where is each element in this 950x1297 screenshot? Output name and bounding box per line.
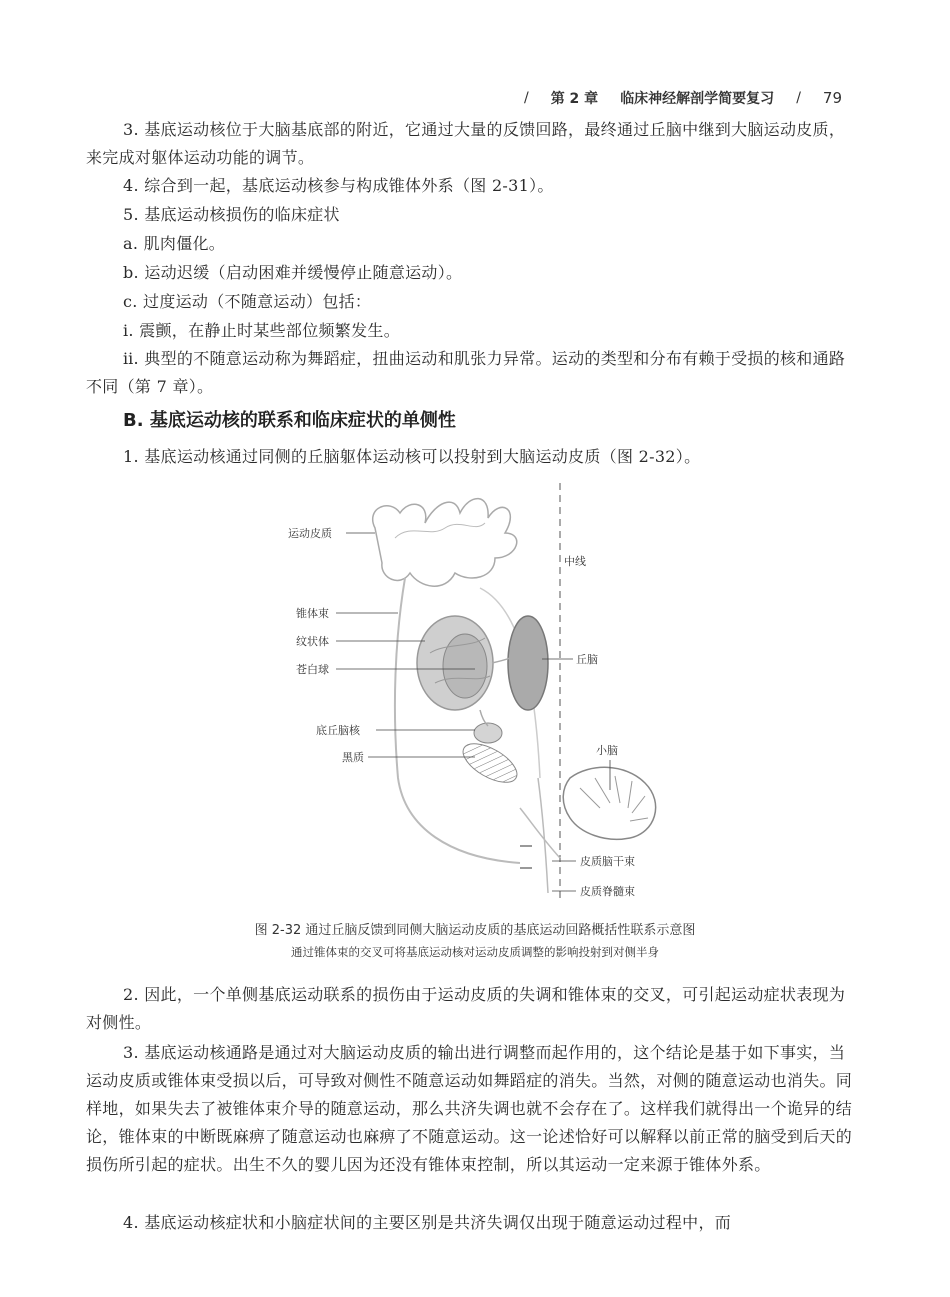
figure-caption: 图 2-32 通过丘脑反馈到同侧大脑运动皮质的基底运动回路概括性联系示意图 [254,923,696,938]
basal-ganglia-diagram [270,478,690,908]
label-substantia-nigra: 黑质 [342,751,364,764]
chapter-title: 临床神经解剖学简要复习 [620,91,775,107]
thalamus-shape [508,616,548,710]
label-striatum: 纹状体 [296,635,329,648]
section-paragraph-1: 1. 基底运动核通过同侧的丘脑躯体运动核可以投射到大脑运动皮质（图 2-32）。 [123,447,701,466]
motor-cortex-shape [373,499,517,587]
label-motor-cortex: 运动皮质 [288,527,332,540]
label-globus-pallidus: 苍白球 [296,663,329,676]
paragraph-after-2: 2. 因此，一个单侧基底运动联系的损伤由于运动皮质的失调和锥体束的交叉，可引起运动症状表现为对侧性。 [86,985,846,1032]
label-pyramidal-tract: 锥体束 [296,607,329,620]
running-header [524,88,842,108]
paragraph-after-4: 4. 基底运动核症状和小脑症状间的主要区别是共济失调仅出现于随意运动过程中，而 [123,1213,732,1232]
section-heading: B. 基底运动核的联系和临床症状的单侧性 [123,410,456,431]
label-midline: 中线 [564,555,586,568]
item-c: c. 过度运动（不随意运动）包括： [123,292,372,311]
item-ii: ⅱ. 典型的不随意运动称为舞蹈症，扭曲运动和肌张力异常。运动的类型和分布有赖于受损的核和通路不同（第 7 章）。 [86,349,846,396]
label-corticobulbar: 皮质脑干束 [580,855,635,868]
label-cerebellum: 小脑 [596,744,618,757]
cerebellum-shape [563,767,655,839]
paragraph-3: 3. 基底运动核位于大脑基底部的附近，它通过大量的反馈回路，最终通过丘脑中继到大脑运动皮质，来完成对躯体运动功能的调节。 [86,120,846,167]
header-slash: / [796,90,801,106]
chapter-label: 第 2 章 [550,91,599,107]
label-thalamus: 丘脑 [576,653,598,666]
item-b: b. 运动迟缓（启动困难并缓慢停止随意运动）。 [123,263,463,282]
item-a: a. 肌肉僵化。 [123,234,226,253]
substantia-nigra-shape [457,736,523,790]
paragraph-after-3: 3. 基底运动核通路是通过对大脑运动皮质的输出进行调整而起作用的，这个结论是基于如下事实，当运动皮质或锥体束受损以后，可导致对侧性不随意运动如舞蹈症的消失。当然，对侧的随意运动也消失。同样地，如果失去了被锥体束介导的随意运动，那么共济失调也就不会存在了。这样我们就得出一个诡异的结论，锥体束的中断既麻痹了随意运动也麻痹了不随意运动。这一论述恰好可以解释以前正常的脑受到后天的损伤所引起的症状。出生不久的婴儿因为还没有锥体束控制，所以其运动一定来源于锥体外系。 [86,1043,853,1174]
label-subthalamic: 底丘脑核 [316,724,360,737]
page-number: 79 [822,89,842,107]
paragraph-5: 5. 基底运动核损伤的临床症状 [123,205,340,224]
paragraph-4: 4. 综合到一起，基底运动核参与构成锥体外系（图 2-31）。 [123,176,554,195]
globus-pallidus-shape [443,634,487,698]
item-i: ⅰ. 震颤，在静止时某些部位频繁发生。 [123,321,400,340]
figure-caption-note: 通过锥体束的交叉可将基底运动核对运动皮质调整的影响投射到对侧半身 [291,945,659,959]
header-slash: / [523,90,529,106]
label-corticospinal: 皮质脊髓束 [580,885,635,898]
